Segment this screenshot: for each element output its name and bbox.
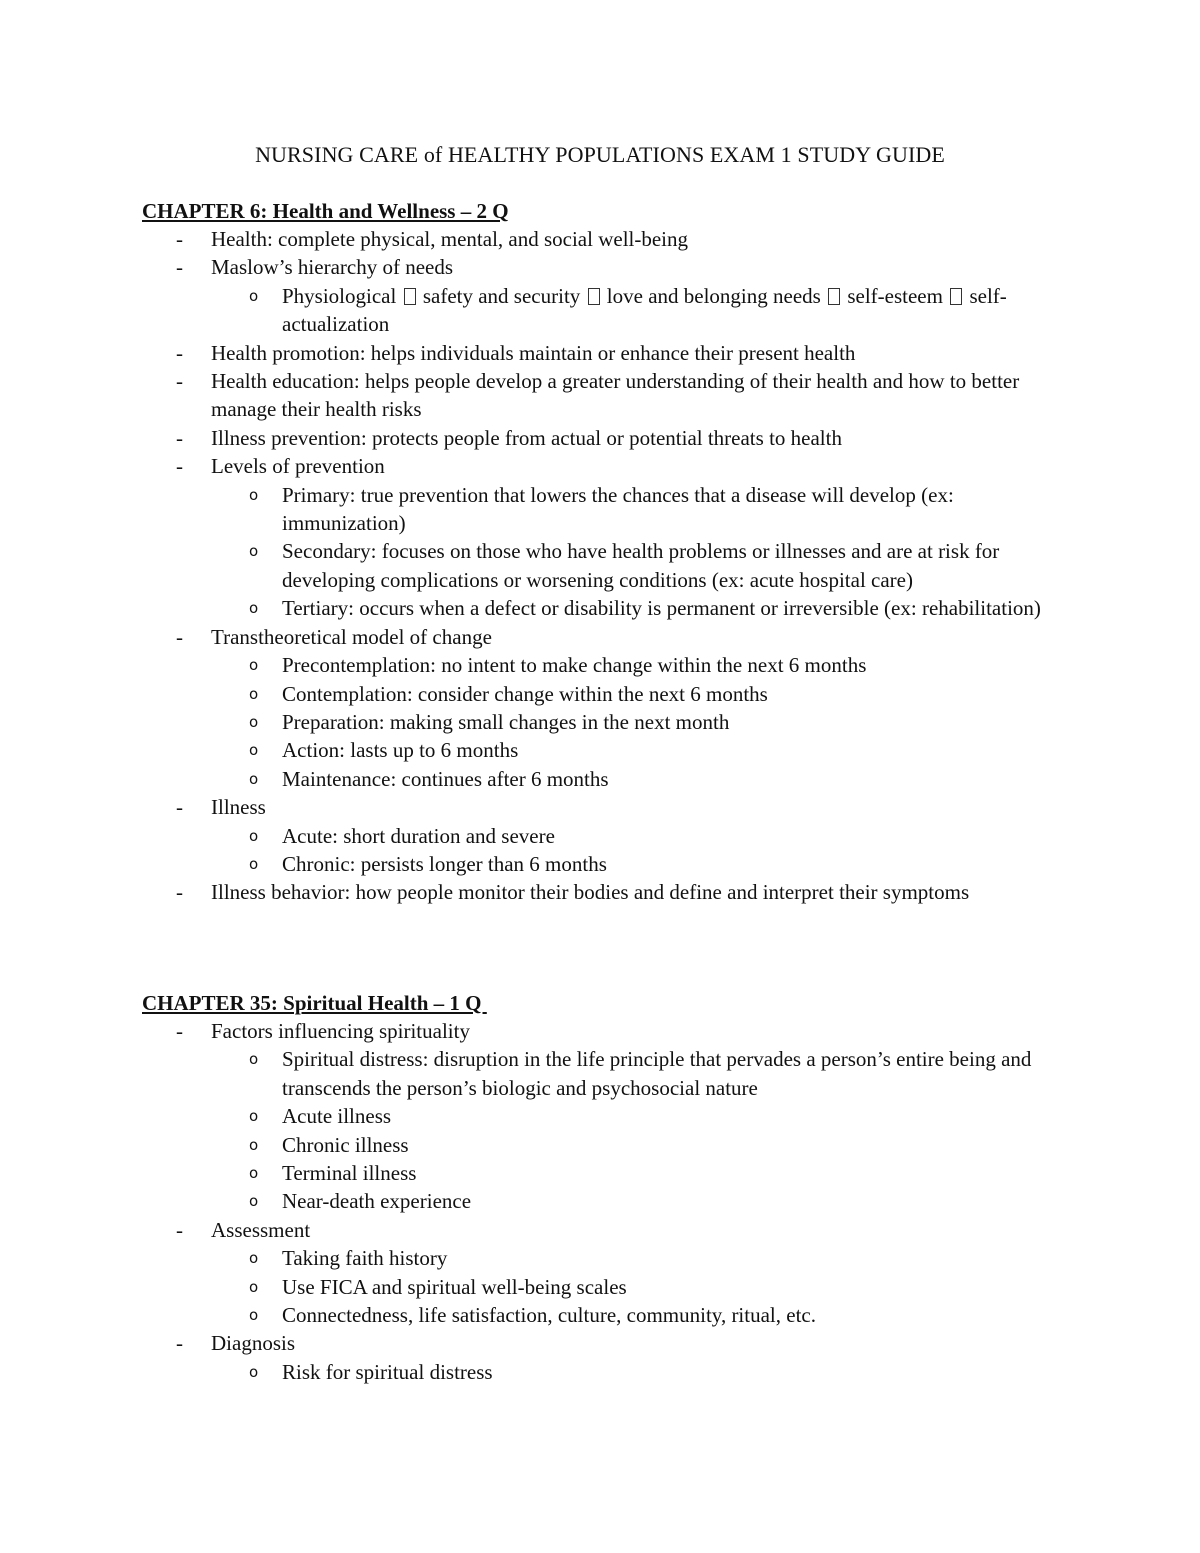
sub-list-item-text: Acute illness <box>282 1104 392 1129</box>
sub-list <box>211 651 1082 793</box>
circle-bullet: o <box>249 1164 259 1183</box>
sub-list-item <box>211 1244 1082 1272</box>
sub-list-item-text: Taking faith history <box>282 1246 448 1271</box>
sub-list <box>211 1358 1082 1386</box>
list-item-text: Illness <box>211 795 266 820</box>
dash-bullet: - <box>176 1217 183 1242</box>
circle-bullet: o <box>249 542 259 561</box>
sub-list-item <box>211 708 1082 736</box>
list-item-text: Factors influencing spirituality <box>211 1019 470 1043</box>
list-item <box>142 793 1082 878</box>
dash-bullet: - <box>176 624 183 649</box>
sub-list-item <box>211 822 1082 850</box>
document-title: NURSING CARE of HEALTHY POPULATIONS EXAM 1 STUDY GUIDE <box>255 142 945 167</box>
chapter-heading: CHAPTER 35: Spiritual Health – 1 Q <box>142 991 487 1015</box>
sub-list-item <box>211 850 1082 878</box>
sub-list-item <box>211 537 1082 594</box>
missing-glyph-box-icon <box>950 288 962 305</box>
circle-bullet: o <box>249 826 259 845</box>
chapter-section-6 <box>142 197 1082 907</box>
sub-list-item <box>211 1273 1082 1301</box>
sub-list-item-text: Primary: true prevention that lowers the chances that a disease will develop (ex: immunization) <box>282 482 954 536</box>
list-item <box>142 1329 1082 1386</box>
sub-list-item-text: Terminal illness <box>282 1161 417 1186</box>
sub-list-item <box>211 1102 1082 1130</box>
sub-list-item <box>211 481 1082 538</box>
circle-bullet: o <box>249 485 259 504</box>
list-item-text: Levels of prevention <box>211 454 385 479</box>
sub-list-item-text: Precontemplation: no intent to make change within the next 6 months <box>282 653 867 678</box>
circle-bullet: o <box>249 769 259 788</box>
sub-list-item-text: Secondary: focuses on those who have health problems or illnesses and are at risk for developing complications or worsening conditions (ex: acute hospital care) <box>282 539 1000 592</box>
sub-list <box>211 822 1082 879</box>
sub-list-item <box>211 1358 1082 1386</box>
hierarchy-step: love and belonging needs <box>606 283 821 308</box>
circle-bullet: o <box>249 1050 259 1069</box>
list-item <box>142 1017 1082 1216</box>
sub-list-item-text: Action: lasts up to 6 months <box>282 738 519 763</box>
sub-list-item-text: Preparation: making small changes in the next month <box>282 709 730 734</box>
circle-bullet: o <box>249 712 259 731</box>
circle-bullet: o <box>249 1277 259 1296</box>
list-item <box>142 1216 1082 1330</box>
sub-list-item-text: Near-death experience <box>282 1189 472 1214</box>
circle-bullet: o <box>249 599 259 618</box>
sub-list-item <box>211 1159 1082 1187</box>
sub-list <box>211 481 1082 623</box>
sub-list-item <box>211 651 1082 679</box>
list-item <box>142 339 1082 367</box>
hierarchy-step: self-esteem <box>847 283 943 308</box>
list-item-text: Diagnosis <box>211 1331 295 1356</box>
list-item <box>142 878 1082 906</box>
circle-bullet: o <box>249 1135 259 1154</box>
list-item <box>142 623 1082 793</box>
list-item-text: Health promotion: helps individuals maintain or enhance their present health <box>211 340 856 365</box>
list-item-text: Health education: helps people develop a greater understanding of their health and how to better manage their health risks <box>211 369 1020 422</box>
sub-list-item-text: Maintenance: continues after 6 months <box>282 766 609 791</box>
list-item-text: Illness prevention: protects people from actual or potential threats to health <box>211 425 842 450</box>
list-item <box>142 452 1082 622</box>
circle-bullet: o <box>249 1249 259 1268</box>
hierarchy-step: self-actualization <box>282 283 1007 337</box>
list-item-text: Health: complete physical, mental, and social well-being <box>211 227 689 251</box>
list-item <box>142 424 1082 452</box>
sub-list-item <box>211 680 1082 708</box>
list-item-text: Maslow’s hierarchy of needs <box>211 255 454 280</box>
sub-list <box>211 1244 1082 1329</box>
dash-bullet: - <box>176 227 183 251</box>
circle-bullet: o <box>249 684 259 703</box>
sub-list-item-text: Chronic illness <box>282 1132 409 1157</box>
sub-list-item <box>211 1131 1082 1159</box>
list-item-text: Assessment <box>211 1217 311 1242</box>
dash-bullet: - <box>176 795 183 820</box>
list-item <box>142 225 1082 253</box>
chapter-list <box>142 1017 1082 1386</box>
circle-bullet: o <box>249 656 259 675</box>
sub-list-item-text: Use FICA and spiritual well-being scales <box>282 1274 627 1299</box>
sub-list-item <box>211 765 1082 793</box>
missing-glyph-box-icon <box>404 288 416 305</box>
missing-glyph-box-icon <box>828 288 840 305</box>
circle-bullet: o <box>249 1107 259 1126</box>
circle-bullet: o <box>249 1362 259 1381</box>
chapter-heading: CHAPTER 6: Health and Wellness – 2 Q <box>142 199 509 223</box>
sub-list-item <box>211 1187 1082 1215</box>
sub-list-item <box>211 1301 1082 1329</box>
dash-bullet: - <box>176 369 183 394</box>
sub-list-item <box>211 282 1082 339</box>
chapter-section-35 <box>142 989 1082 1386</box>
sub-list-item-text: Chronic: persists longer than 6 months <box>282 851 607 876</box>
circle-bullet: o <box>249 854 259 873</box>
sub-list-item-text: Contemplation: consider change within the next 6 months <box>282 681 768 706</box>
list-item-text: Illness behavior: how people monitor their bodies and define and interpret their symptoms <box>211 880 970 905</box>
chapter-list <box>142 225 1082 907</box>
sub-list <box>211 1045 1082 1215</box>
sub-list-item <box>211 736 1082 764</box>
sub-list-item-text: Spiritual distress: disruption in the life principle that pervades a person’s entire being and transcends the person’s biologic and psychosocial nature <box>282 1047 1032 1100</box>
circle-bullet: o <box>249 1306 259 1325</box>
dash-bullet: - <box>176 454 183 479</box>
list-item-text: Transtheoretical model of change <box>211 624 492 649</box>
sub-list-item-text: Risk for spiritual distress <box>282 1359 493 1384</box>
hierarchy-step: safety and security <box>422 283 581 308</box>
circle-bullet: o <box>249 741 259 760</box>
missing-glyph-box-icon <box>588 288 600 305</box>
dash-bullet: - <box>176 340 183 365</box>
dash-bullet: - <box>176 880 183 905</box>
sub-list-item <box>211 594 1082 622</box>
dash-bullet: - <box>176 1331 183 1356</box>
dash-bullet: - <box>176 255 183 280</box>
circle-bullet: o <box>249 1192 259 1211</box>
list-item <box>142 367 1082 424</box>
hierarchy-step: Physiological <box>282 283 397 308</box>
dash-bullet: - <box>176 425 183 450</box>
circle-bullet: o <box>249 286 259 305</box>
sub-list-item-text: Tertiary: occurs when a defect or disability is permanent or irreversible (ex: rehabilitation) <box>282 596 1041 621</box>
list-item <box>142 253 1082 338</box>
sub-list-item-text: Connectedness, life satisfaction, culture, community, ritual, etc. <box>282 1303 816 1328</box>
sub-list-item <box>211 1045 1082 1102</box>
sub-list-item-text: Acute: short duration and severe <box>282 823 555 848</box>
sub-list <box>211 282 1082 339</box>
dash-bullet: - <box>176 1019 183 1043</box>
